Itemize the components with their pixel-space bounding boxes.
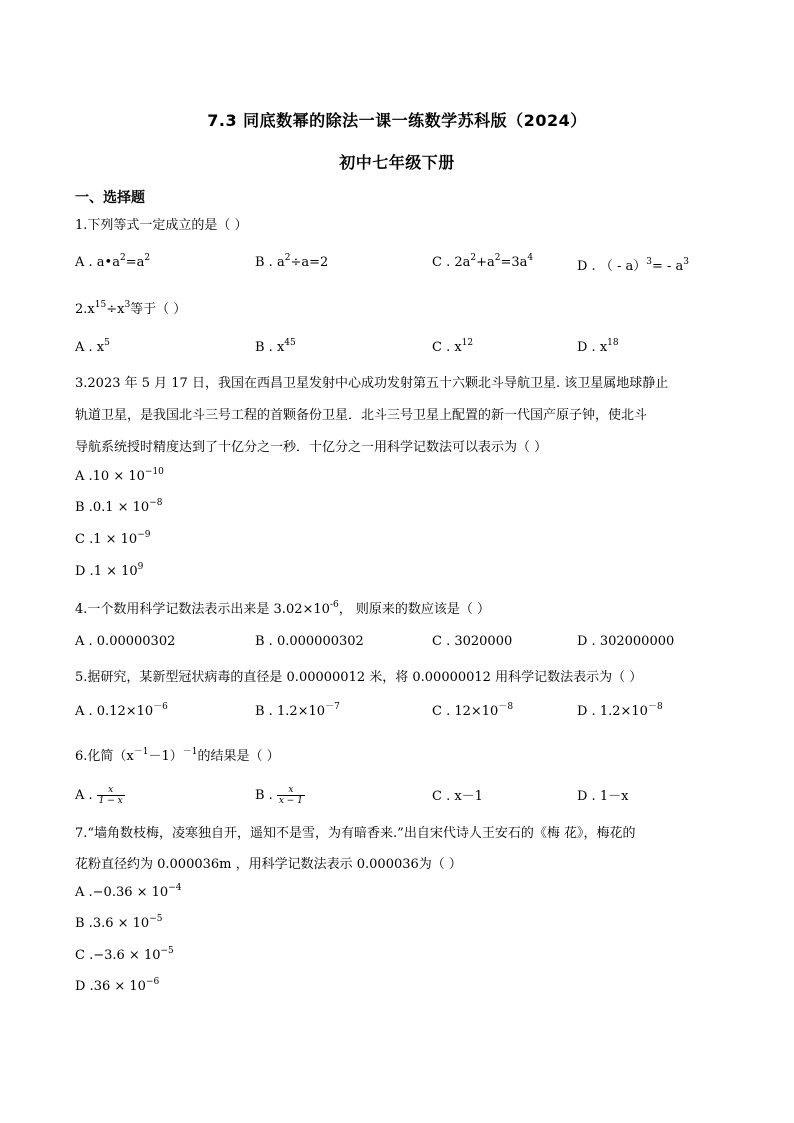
question-2-option-d: D . $x^{18}$: [577, 338, 619, 355]
question-3-stem-line-2: 轨道卫星，是我国北斗三号工程的首颗备份卫星．北斗三号卫星上配置的新一代国产原子钟，使北斗: [75, 408, 648, 423]
question-6-options: [0, 785, 794, 807]
question-1-option-d: D . （ - $a)^3= - a^3$: [577, 257, 690, 274]
question-2-option-b: B . $x^{45}$: [255, 338, 296, 355]
question-6-option-b: B . $\frac{x}{x - 1}$: [255, 785, 303, 806]
question-6-option-d: D . 1－x: [577, 789, 629, 804]
question-5-option-d: D . $1.2\times 10^{-8}$: [577, 702, 663, 719]
question-3-stem-line-1: 3.2023 年 5 月 17 日，我国在西昌卫星发射中心成功发射第五十六颗北斗导航卫星. 该卫星属地球静止: [75, 376, 669, 391]
document-title: 7.3 同底数幂的除法一课一练数学苏科版（2024）: [207, 111, 587, 130]
question-5-option-a: A . $0.12\times 10^{-6}$: [75, 702, 168, 719]
question-4-option-d: D . 302000000: [577, 634, 675, 649]
question-4-option-a: A . 0.00000302: [75, 634, 176, 649]
question-2-option-c: C . $x^{12}$: [432, 338, 474, 355]
question-5-option-c: C . $12\times 10^{-8}$: [432, 702, 514, 719]
question-1-option-c: C . $2a^2+a^2=3a^4$: [432, 253, 534, 270]
question-6-option-c: C . x－1: [432, 789, 483, 804]
fraction: $\frac{x}{x - 1}$: [278, 785, 303, 806]
question-4-stem: 4.一个数用科学记数法表示出来是 $3.02\times 10^{-6}$， 则原来的数应该是（ ）: [75, 600, 490, 617]
question-5-options: [0, 704, 794, 726]
question-2-options: [0, 340, 794, 362]
question-1-option-b: B . $a^2\div a=2$: [255, 253, 329, 270]
question-7-option-a: A $.-0.36 \times 10^{-4}$: [75, 883, 182, 900]
question-7-stem-line-2: 花粉直径约为 0.000036m ，用科学记数法表示 0.000036为（ ）: [75, 857, 462, 872]
question-3-option-d: D $.1 \times 10^9$: [75, 562, 144, 579]
question-3-option-b: B $.0.1 \times 10^{-8}$: [75, 498, 163, 515]
question-5-stem: 5.据研究，某新型冠状病毒的直径是 0.00000012 米，将 0.00000012 用科学记数法表示为（ ）: [75, 670, 643, 685]
question-3-stem-line-3: 导航系统授时精度达到了十亿分之一秒．十亿分之一用科学记数法可以表示为（ ）: [75, 440, 548, 455]
question-7-option-d: D $.36 \times 10^{-6}$: [75, 977, 160, 994]
question-7-option-b: B $.3.6 \times 10^{-5}$: [75, 914, 163, 931]
question-1-option-a: A . $a•a^2=a^2$: [75, 253, 151, 270]
question-2-stem: $2.x^{15}\div x^3$等于（ ）: [75, 300, 187, 317]
question-6-stem: 6.化简$(x^{-1}-1)^{-1}$的结果是（ ）: [75, 747, 280, 764]
question-1-options: [0, 255, 794, 277]
question-2-option-a: A . $x^5$: [75, 338, 110, 355]
question-4-options: [0, 634, 794, 656]
question-4-option-c: C . 3020000: [432, 634, 513, 649]
question-7-stem-line-1: 7.“墙角数枝梅，凌寒独自开，遥知不是雪，为有暗香来.”出自宋代诗人王安石的《梅 花》，梅花的: [75, 826, 636, 841]
fraction: $\frac{x}{1 - x}$: [98, 785, 123, 806]
question-6-option-a: A . $\frac{x}{1 - x}$: [75, 785, 123, 806]
question-5-option-b: B . $1.2\times 10^{-7}$: [255, 702, 340, 719]
question-7-option-c: C $.-3.6 \times 10^{-5}$: [75, 946, 174, 963]
document-subtitle: 初中七年级下册: [339, 153, 455, 172]
question-1-stem: 1.下列等式一定成立的是（ ）: [75, 218, 248, 233]
question-3-option-c: C $.1 \times 10^{-9}$: [75, 530, 151, 547]
question-4-option-b: B . 0.000000302: [255, 634, 364, 649]
section-heading: 一、选择题: [75, 190, 145, 206]
question-3-option-a: A $.10 \times 10^{-10}$: [75, 467, 164, 484]
